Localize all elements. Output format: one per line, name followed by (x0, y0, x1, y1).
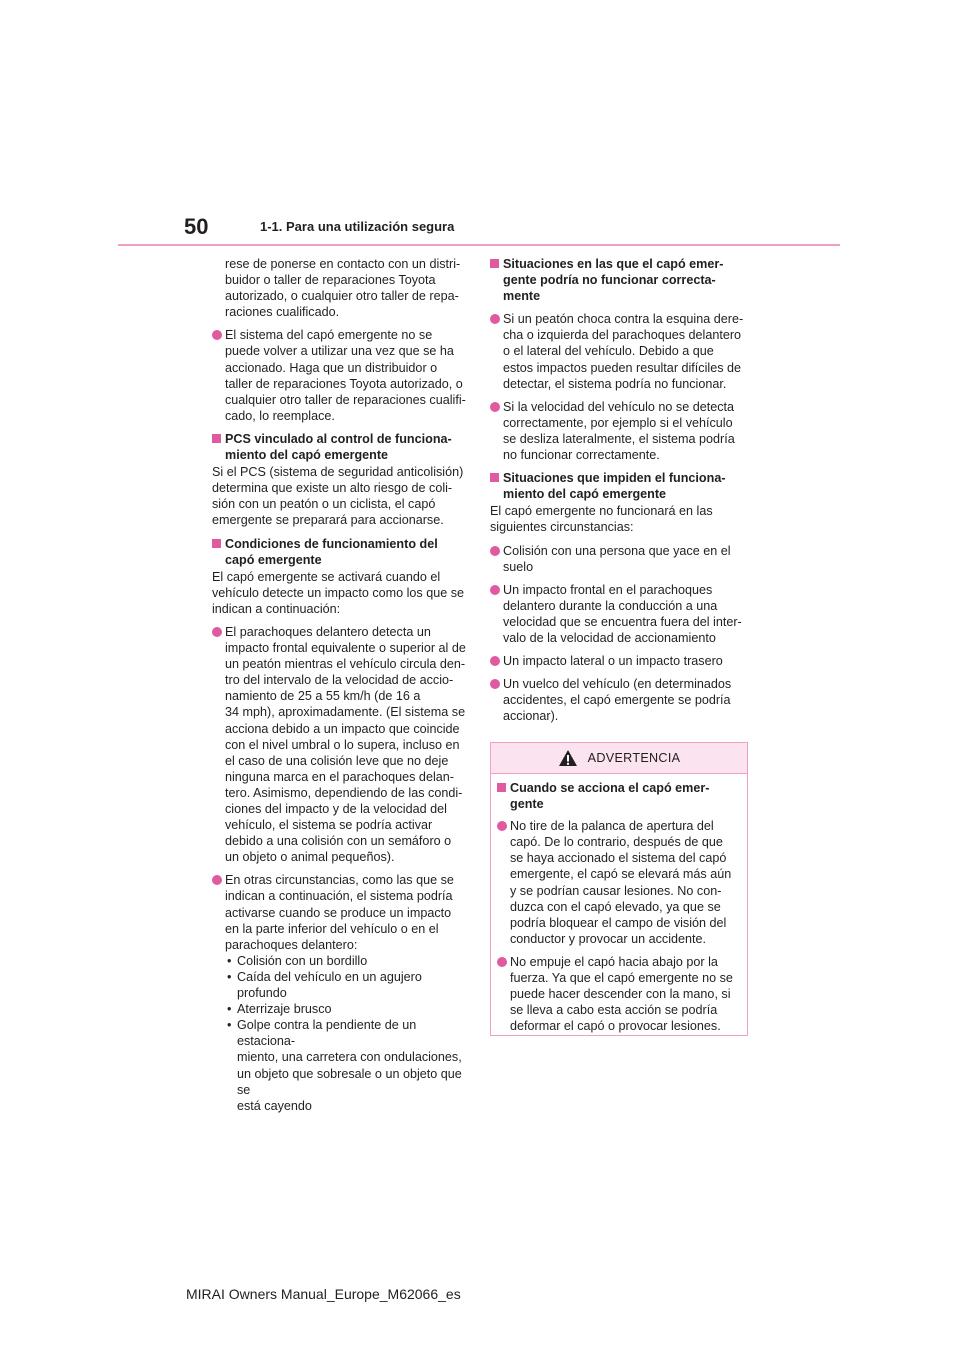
sub-list-item: • Golpe contra la pendiente de un estaciona- miento, una carretera con ondulaciones, un objeto que sobresale o un objeto que se está cayendo (225, 1017, 474, 1114)
bullet-item: Si un peatón choca contra la esquina dere- cha o izquierda del parachoques delantero o el lateral del vehículo. Debido a que estos impactos pueden resultar difíciles de detectar, el sistema podría no funcionar. (490, 311, 752, 391)
bullet-item (212, 872, 474, 1113)
continued-paragraph: rese de ponerse en contacto con un distri- buidor o taller de reparaciones Toyota autorizado, o cualquier otro taller de repa- raciones cualificado. (225, 257, 461, 320)
bullet-item: Si la velocidad del vehículo no se detecta correctamente, por ejemplo si el vehículo se desliza lateralmente, el sistema podría no funcionar correctamente. (490, 399, 752, 463)
section-title: 1-1. Para una utilización segura (260, 219, 455, 234)
subsection-heading: Condiciones de funcionamiento del capó emergente (212, 536, 474, 568)
footer-text: MIRAI Owners Manual_Europe_M62066_es (186, 1286, 461, 1302)
sub-list (225, 953, 474, 1114)
warning-title: ADVERTENCIA (587, 751, 681, 765)
sub-list-item: • Aterrizaje brusco (225, 1001, 474, 1017)
left-column (212, 256, 474, 1121)
subsection-heading: PCS vinculado al control de funciona- miento del capó emergente (212, 431, 474, 463)
warning-box (490, 742, 748, 1036)
warning-body (491, 774, 747, 1034)
body-paragraph: El capó emergente no funcionará en las siguientes circunstancias: (490, 504, 713, 535)
warning-bullet: No tire de la palanca de apertura del capó. De lo contrario, después de que se haya accionado el sistema del capó emergente, el capó se elevará más aún y se podrían causar lesiones. No con- duzca con el capó elevado, ya que se podría bloquear el campo de visión del conductor y provocar un accidente. (497, 818, 741, 947)
sub-list-item: • Colisión con un bordillo (225, 953, 474, 969)
warning-header (491, 743, 747, 774)
bullet-item: Un vuelco del vehículo (en determinados accidentes, el capó emergente se podría accionar). (490, 676, 752, 724)
right-column (490, 256, 752, 731)
bullet-item: El parachoques delantero detecta un impacto frontal equivalente o superior al de un peatón mientras el vehículo circula den- tro del intervalo de la velocidad de accio- namiento de 25 a 55 km/h (de 16 a 34 mph), aproximadamente. (El sistema se acciona debido a un impacto que coincide con el nivel umbral o lo supera, incluso en el caso de una colisión leve que no deje ninguna marca en el parachoques delan- tero. Asimismo, dependiendo de las condi- ciones del impacto y de la velocidad del vehículo, el sistema se podría activar debido a una colisión con un semáforo o un objeto o animal pequeños). (212, 624, 474, 865)
body-paragraph: El capó emergente se activará cuando el vehículo detecte un impacto como los que se indican a continuación: (212, 569, 465, 616)
body-paragraph: Si el PCS (sistema de seguridad anticolisión) determina que existe un alto riesgo de coli- sión con un peatón o un ciclista, el capó emergente se preparará para accionarse. (212, 465, 464, 528)
subsection-heading: Situaciones que impiden el funciona- miento del capó emergente (490, 470, 752, 502)
warning-heading: Cuando se acciona el capó emer- gente (497, 780, 741, 812)
header-rule (118, 244, 840, 246)
subsection-heading: Situaciones en las que el capó emer- gente podría no funcionar correcta- mente (490, 256, 752, 304)
bullet-item: Colisión con una persona que yace en el suelo (490, 543, 752, 575)
page-number: 50 (184, 214, 209, 239)
warning-triangle-icon (558, 749, 578, 767)
bullet-intro: En otras circunstancias, como las que se indican a continuación, el sistema podría activarse cuando se produce un impacto en la parte inferior del vehículo o en el parachoques delantero: (225, 873, 454, 952)
bullet-item: El sistema del capó emergente no se puede volver a utilizar una vez que se ha accionado. Haga que un distribuidor o taller de reparaciones Toyota autorizado, o cualquier otro taller de reparaciones cualifi- cado, lo reemplace. (212, 327, 474, 424)
sub-list-item: • Caída del vehículo en un agujero profundo (225, 969, 474, 1001)
warning-bullet: No empuje el capó hacia abajo por la fuerza. Ya que el capó emergente no se puede hacer descender con la mano, si se lleva a cabo esta acción se podría deformar el capó o provocar lesiones. (497, 954, 741, 1034)
bullet-item: Un impacto lateral o un impacto trasero (490, 653, 752, 669)
bullet-item: Un impacto frontal en el parachoques delantero durante la conducción a una velocidad que se encuentra fuera del inter- valo de la velocidad de accionamiento (490, 582, 752, 646)
